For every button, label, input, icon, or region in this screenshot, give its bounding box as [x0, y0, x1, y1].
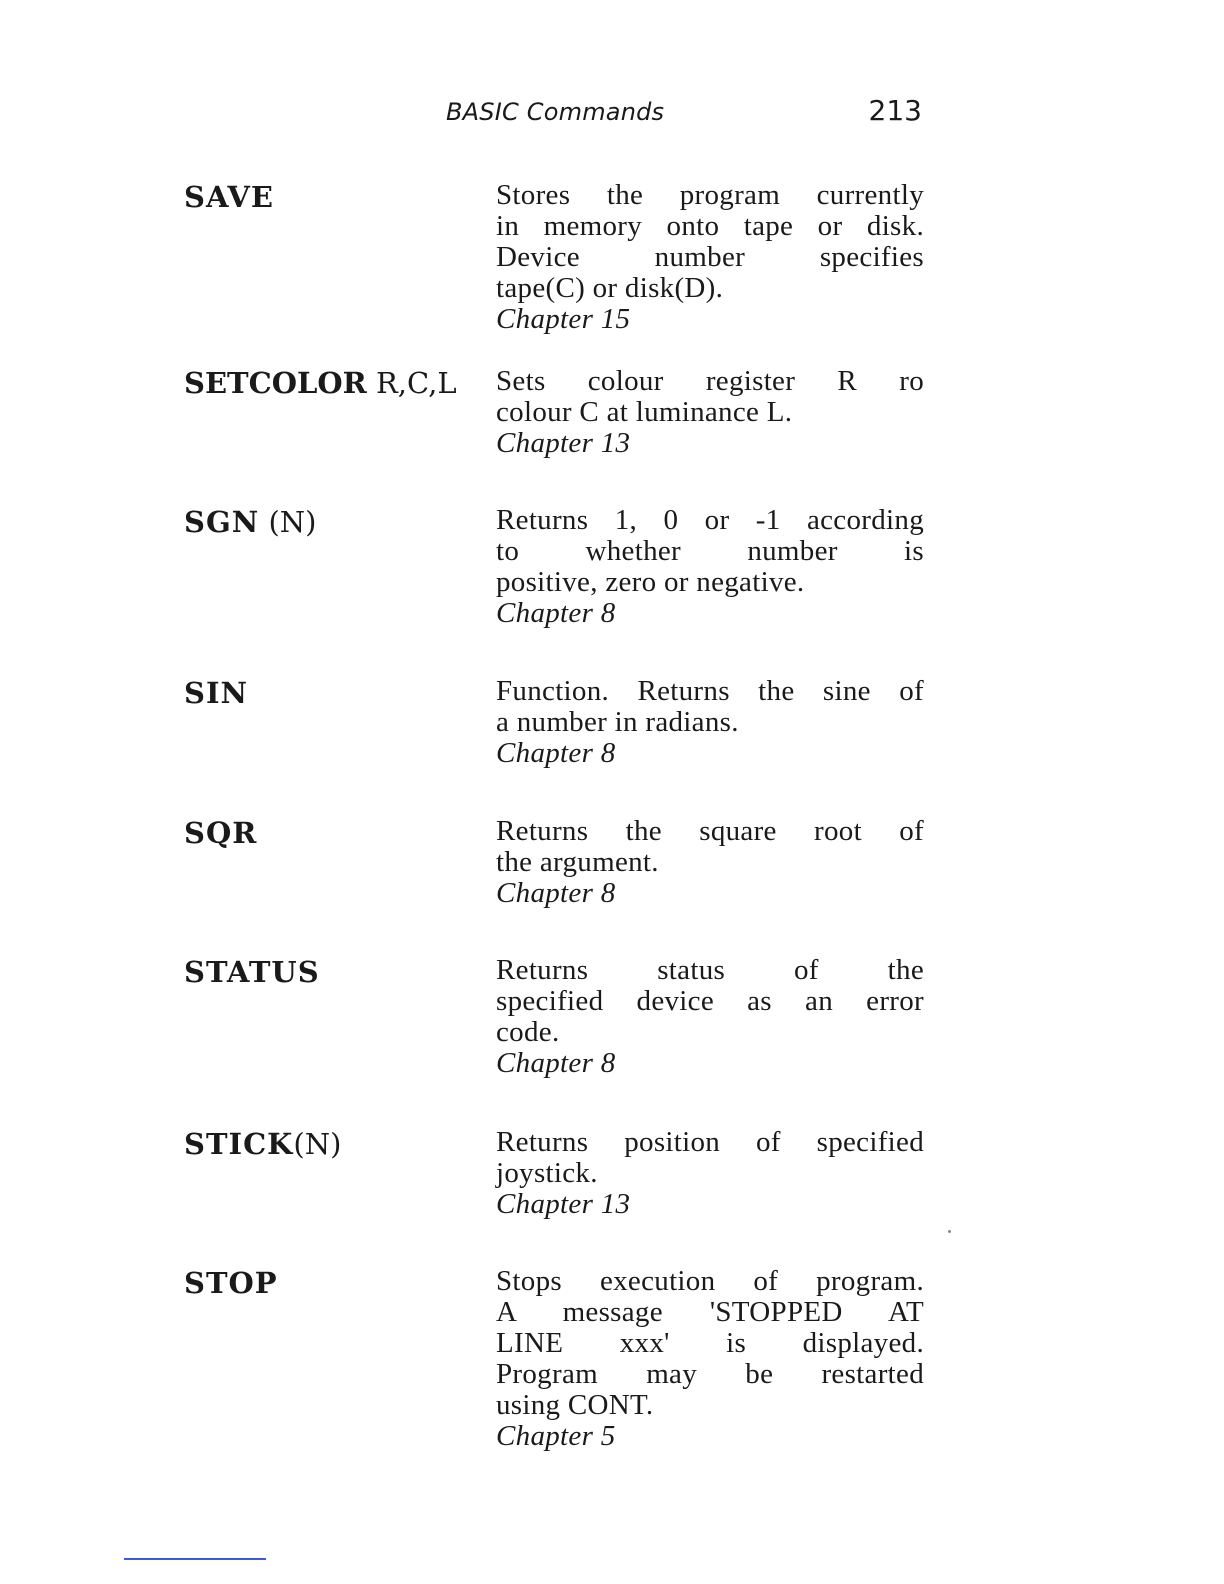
description-line: Returns position of specified [496, 1126, 924, 1158]
chapter-reference: Chapter 13 [496, 1188, 631, 1220]
command-description [496, 1127, 924, 1220]
command-term [184, 955, 320, 989]
description-line: LINE xxx' is displayed. [496, 1327, 924, 1359]
command-term [184, 1266, 278, 1300]
description-line: Returns the square root of [496, 815, 924, 847]
description-line: in memory onto tape or disk. [496, 210, 924, 242]
description-line: Stores the program currently [496, 179, 924, 211]
description-line: Sets colour register R ro [496, 365, 924, 397]
command-args: (N) [293, 1127, 342, 1161]
command-term [184, 180, 274, 214]
command-term [184, 676, 248, 710]
command-term [184, 816, 257, 850]
chapter-reference: Chapter 8 [496, 737, 616, 769]
description-line: Returns status of the [496, 954, 924, 986]
command-keyword: SIN [184, 676, 249, 710]
command-keyword: SQR [184, 816, 258, 850]
description-line: to whether number is [496, 535, 924, 567]
command-description [496, 366, 924, 459]
chapter-reference: Chapter 8 [496, 1047, 616, 1079]
chapter-reference: Chapter 13 [496, 427, 631, 459]
description-line: Returns 1, 0 or -1 according [496, 504, 924, 536]
chapter-reference: Chapter 8 [496, 597, 616, 629]
command-term [184, 366, 457, 400]
description-line: using CONT. [496, 1389, 654, 1421]
command-description [496, 1266, 924, 1452]
description-line: Function. Returns the sine of [496, 675, 924, 707]
command-description [496, 505, 924, 629]
description-line: Stops execution of program. [496, 1265, 924, 1297]
command-keyword: STOP [184, 1266, 278, 1300]
description-line: A message 'STOPPED AT [496, 1296, 924, 1328]
command-term [184, 1127, 341, 1161]
command-description [496, 676, 924, 769]
description-line: Device number specifies [496, 241, 924, 273]
description-line: a number in radians. [496, 706, 739, 738]
description-line: positive, zero or negative. [496, 566, 805, 598]
description-line: specified device as an error [496, 985, 924, 1017]
command-description [496, 955, 924, 1079]
chapter-reference: Chapter 5 [496, 1420, 616, 1452]
page-header [446, 92, 922, 136]
description-line: joystick. [496, 1157, 598, 1189]
description-line: the argument. [496, 846, 659, 878]
command-args: R,C,L [375, 366, 457, 400]
description-line: Program may be restarted [496, 1358, 924, 1390]
command-term [184, 505, 316, 539]
command-keyword: SGN [184, 505, 260, 539]
command-description [496, 816, 924, 909]
page-number: 213 [868, 94, 922, 127]
command-args: (N) [268, 505, 317, 539]
command-keyword: STICK [184, 1127, 294, 1161]
chapter-reference: Chapter 15 [496, 303, 631, 335]
scan-speck [948, 1230, 951, 1233]
description-line: tape(C) or disk(D). [496, 272, 724, 304]
command-keyword: STATUS [184, 955, 320, 989]
command-description [496, 180, 924, 335]
command-keyword: SAVE [184, 180, 274, 214]
section-title: BASIC Commands [446, 98, 665, 126]
footer-rule [124, 1558, 266, 1560]
description-line: colour C at luminance L. [496, 396, 793, 428]
command-keyword: SETCOLOR [184, 366, 367, 400]
description-line: code. [496, 1016, 560, 1048]
chapter-reference: Chapter 8 [496, 877, 616, 909]
